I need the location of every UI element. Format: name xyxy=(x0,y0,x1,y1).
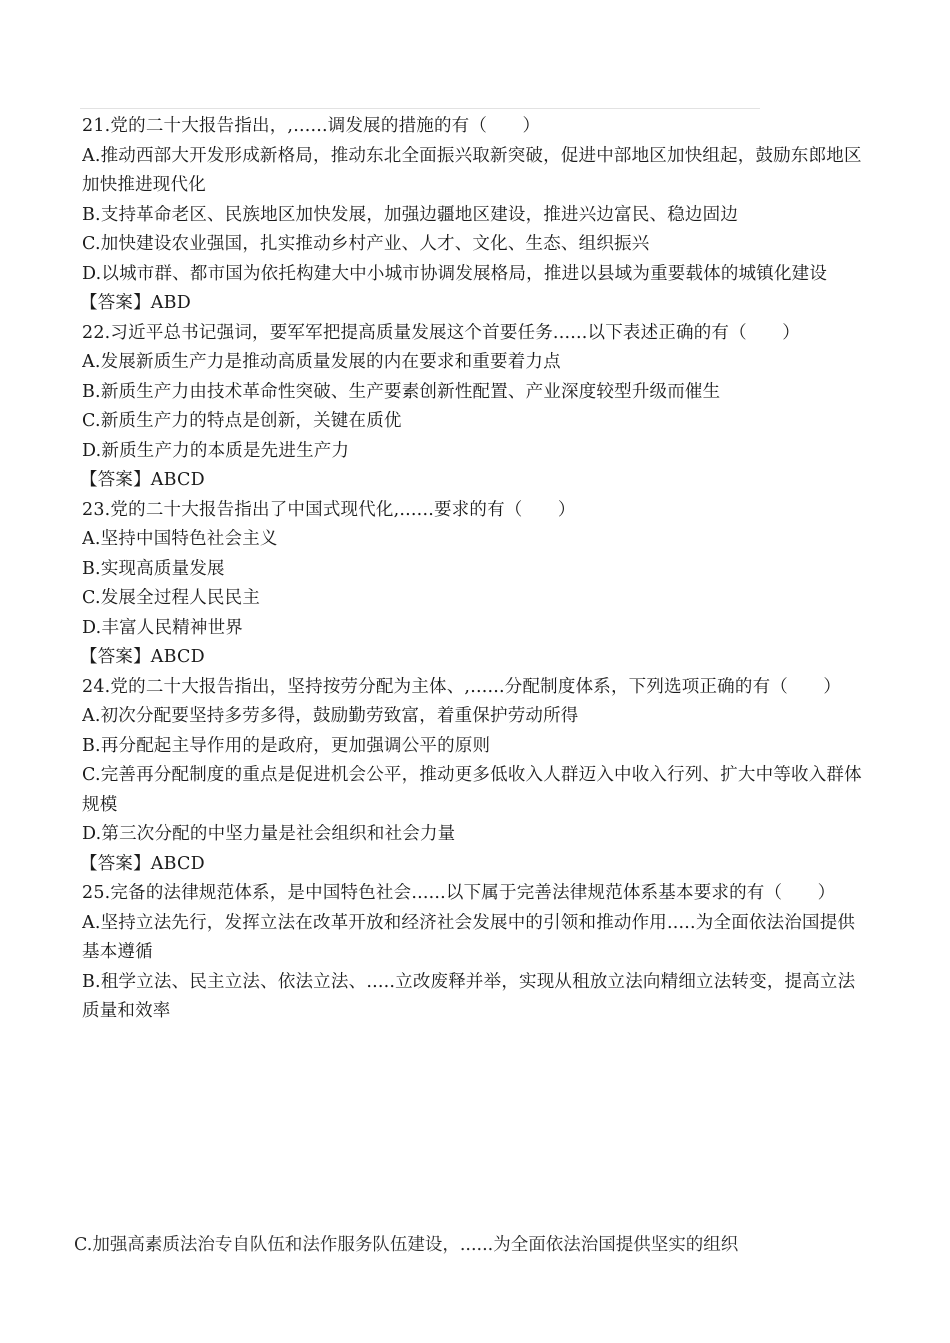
option-c: C.完善再分配制度的重点是促进机会公平，推动更多低收入人群迈入中收入行列、扩大中等收入群体规模 xyxy=(82,765,862,815)
option-d: D.丰富人民精神世界 xyxy=(82,617,243,638)
next-page-fragment: C.加强高素质法治专自队伍和法作服务队伍建设，......为全面依法治国提供坚实的组织 xyxy=(74,1235,739,1255)
option-a: A.推动西部大开发形成新格局，推动东北全面振兴取新突破，促进中部地区加快组起，鼓励东郎地区加快推进现代化 xyxy=(82,145,862,195)
answer-line: 【答案】ABCD xyxy=(80,470,205,490)
question-22 xyxy=(82,319,872,496)
option-a: A.坚持立法先行，发挥立法在改革开放和经济社会发展中的引领和推动作用.....为全面依法治国提供基本遵循 xyxy=(82,912,856,962)
option-d: D.新质生产力的本质是先进生产力 xyxy=(82,440,350,461)
option-a: A.初次分配要坚持多劳多得，鼓励勤劳致富，着重保护劳动所得 xyxy=(82,706,579,726)
question-stem: 24.党的二十大报告指出，坚持按劳分配为主体、,......分配制度体系，下列选项正确的有（ ） xyxy=(82,676,842,697)
option-b: B.租学立法、民主立法、依法立法、.....立改废释并举，实现从租放立法向精细立法转变，提高立法质量和效率 xyxy=(82,971,856,1021)
document-body xyxy=(82,112,872,1027)
option-c: C.加快建设农业强国，扎实推动乡村产业、人才、文化、生态、组织振兴 xyxy=(82,234,650,254)
question-24 xyxy=(82,673,872,880)
question-23 xyxy=(82,496,872,673)
answer-line: 【答案】ABCD xyxy=(80,853,205,874)
option-b: B.再分配起主导作用的是政府，更加强调公平的原则 xyxy=(82,735,491,756)
answer-line: 【答案】ABD xyxy=(80,293,191,313)
question-stem: 21.党的二十大报告指出，,......调发展的措施的有（ ） xyxy=(82,116,541,136)
option-d: D.以城市群、都市国为依托构建大中小城市协调发展格局，推进以县域为重要载体的城镇化建设 xyxy=(82,263,828,284)
question-stem: 22.习近平总书记强词，要军军把提高质量发展这个首要任务......以下表述正确的有（ ） xyxy=(82,322,800,343)
option-b: B.实现高质量发展 xyxy=(82,558,225,579)
option-a: A.坚持中国特色社会主义 xyxy=(82,529,278,549)
header-rule xyxy=(80,108,760,109)
option-c: C.新质生产力的特点是创新，关键在质优 xyxy=(82,411,402,431)
option-b: B.新质生产力由技术革命性突破、生产要素创新性配置、产业深度较型升级而催生 xyxy=(82,381,721,402)
answer-line: 【答案】ABCD xyxy=(80,647,205,667)
option-c: C.发展全过程人民民主 xyxy=(82,588,261,608)
option-d: D.第三次分配的中坚力量是社会组织和社会力量 xyxy=(82,824,456,844)
question-stem: 23.党的二十大报告指出了中国式现代化,......要求的有（ ） xyxy=(82,499,576,520)
question-25 xyxy=(82,879,872,1027)
option-a: A.发展新质生产力是推动高质量发展的内在要求和重要着力点 xyxy=(82,352,561,372)
option-b: B.支持革命老区、民族地区加快发展，加强边疆地区建设，推进兴边富民、稳边固边 xyxy=(82,204,739,225)
question-stem: 25.完备的法律规范体系，是中国特色社会......以下属于完善法律规范体系基本要求的有（ ） xyxy=(82,883,836,903)
question-21 xyxy=(82,112,872,319)
